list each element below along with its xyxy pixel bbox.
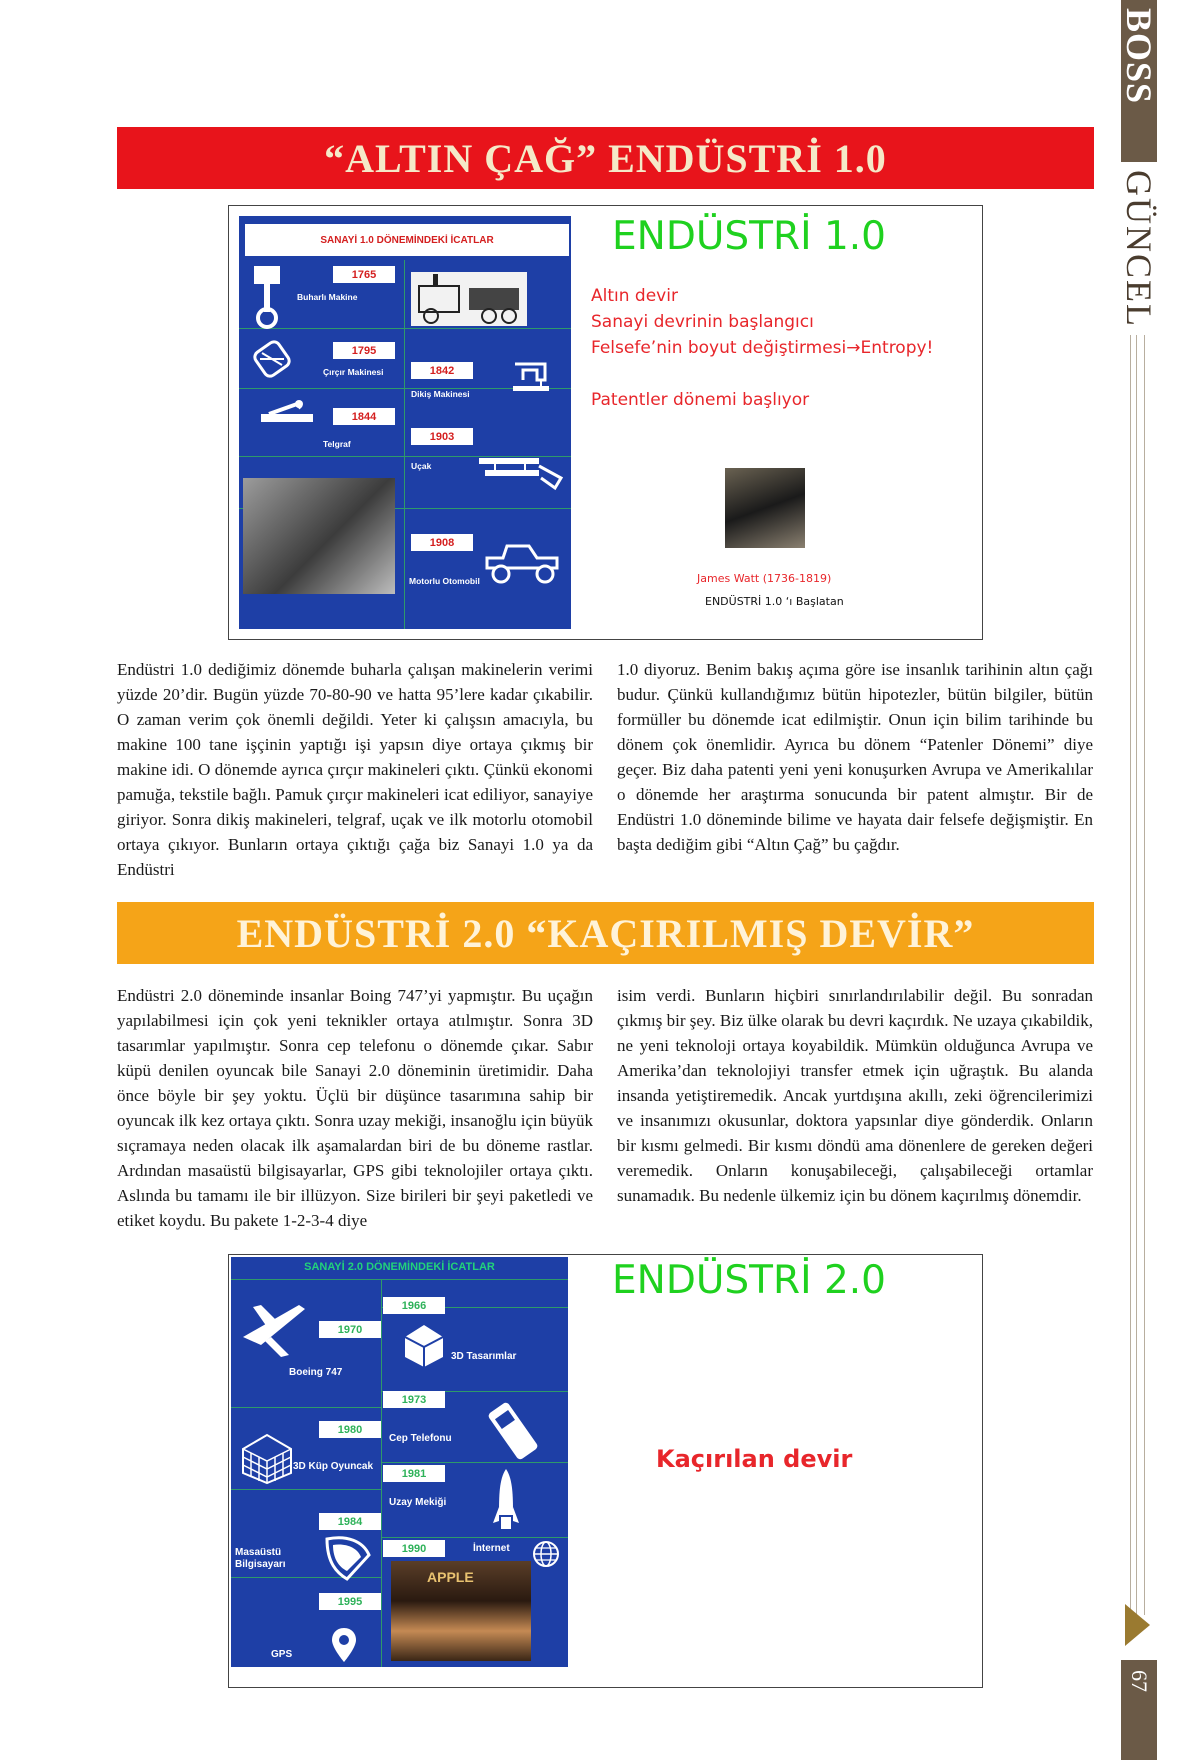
- year-badge: 1984: [319, 1513, 381, 1530]
- slide-subtitle: Kaçırılan devir: [656, 1445, 853, 1473]
- sewing-machine-icon: [509, 356, 553, 396]
- slide-point: Patentler dönemi başlıyor: [591, 390, 810, 410]
- year-badge: 1981: [383, 1465, 445, 1482]
- slide-point: Felsefe’nin boyut değiştirmesi→Entropy!: [591, 338, 934, 358]
- slide-industry-1: [228, 205, 983, 640]
- year-badge: 1995: [319, 1593, 381, 1610]
- gps-pin-icon: [329, 1625, 359, 1665]
- body-text-column: Endüstri 2.0 döneminde insanlar Boing 747’yi yapmıştır. Bu uçağın yapılabilmesi için çok yeni teknikler ortaya atılmıştır. Sonra 3D tasarımlar yapılmıştır. Sonra cep telefonu o dönemde çıkar. Sabır küpü denilen oyuncak bile Sanayi 2.0 döneminin üretimidir. Daha önce böyle bir şey yoktu. Üçlü bir düşünce tasarımına sahip bir oyuncak ilk kez ortaya çıktı. Sonra uzay mekiği, insanoğlu için büyük sıçramaya neden olacak ilk aşamalardan biri de bu döneme rastlar. Ardından masaüstü bilgisayarlar, GPS gibi teknolojiler ortaya çıktı. Aslında bu tamamı ile bir illüzyon. Size birileri bir şeyi paketledi ve etiket koydu. Bu pakete 1-2-3-4 diye: [117, 986, 593, 1230]
- invention-label: Buharlı Makine: [297, 292, 358, 302]
- invention-label: Telgraf: [323, 439, 351, 449]
- sidebar-rules: [1126, 335, 1154, 1615]
- year-badge: 1765: [333, 266, 395, 283]
- year-badge: 1844: [333, 408, 395, 425]
- mobile-phone-icon: [483, 1397, 547, 1463]
- invention-label: İnternet: [473, 1543, 510, 1554]
- invention-label: 3D Tasarımlar: [451, 1351, 517, 1362]
- inventions-panel: [231, 1257, 568, 1667]
- slide-title: ENDÜSTRİ 2.0: [612, 1258, 886, 1303]
- 3d-design-icon: [399, 1321, 449, 1371]
- invention-label: Masaüstü Bilgisayarı: [235, 1547, 286, 1570]
- inventions-panel: [239, 216, 571, 629]
- invention-label: Motorlu Otomobil: [409, 576, 480, 586]
- panel-title: SANAYİ 2.0 DÖNEMİNDEKİ İCATLAR: [304, 1261, 495, 1273]
- airplane-icon: [475, 442, 567, 494]
- portrait-photo: [725, 468, 805, 548]
- year-badge: 1970: [319, 1321, 381, 1338]
- globe-icon: [531, 1539, 561, 1569]
- page-number: 67: [1127, 1670, 1152, 1692]
- year-badge: 1842: [411, 362, 473, 379]
- invention-label: Boeing 747: [289, 1367, 343, 1378]
- year-badge: 1908: [411, 534, 473, 551]
- automobile-icon: [481, 534, 565, 588]
- slide-industry-2: [228, 1254, 983, 1688]
- section-heading-industry-2: ENDÜSTRİ 2.0 “KAÇIRILMIŞ DEVİR”: [117, 902, 1094, 964]
- invention-label: Uçak: [411, 461, 432, 471]
- body-text-column: 1.0 diyoruz. Benim bakış açıma göre ise insanlık tarihinin altın çağı budur. Çünkü kullandığımız bütün hipotezler, bütün bilgiler, bütün formüller bu dönemde icat edilmiştir. Onun için bilim tarihinde bu dönem çok önemlidir. Ayrıca bu dönem “Patenler Dönemi” diye geçer. Biz daha patenti yeni yeni konuşurken Avrupa ve Amerikalılar o dönemde her araştırma sonucunda bir patent almıştır. Bir de Endüstri 1.0 döneminde bilime ve hayata dair felsefe değişmiştir. En başta dediğim gibi “Altın Çağ” bu çağdır.: [617, 660, 1093, 854]
- space-shuttle-icon: [491, 1467, 521, 1535]
- year-badge: 1990: [383, 1540, 445, 1557]
- portrait-subcaption: ENDÜSTRİ 1.0 ‘ı Başlatan: [705, 595, 844, 608]
- slide-point: Altın devir: [591, 286, 678, 306]
- invention-label: Cep Telefonu: [389, 1433, 452, 1444]
- year-badge: 1966: [383, 1297, 445, 1314]
- invention-label: Uzay Mekiği: [389, 1497, 447, 1508]
- year-badge: 1795: [333, 342, 395, 359]
- year-badge: 1973: [383, 1391, 445, 1408]
- slide-point: Sanayi devrinin başlangıcı: [591, 312, 814, 332]
- apple-computer-photo: [391, 1561, 531, 1661]
- rubik-cube-icon: [237, 1429, 295, 1487]
- portrait-caption: James Watt (1736-1819): [697, 572, 832, 585]
- telegraph-icon: [257, 396, 317, 426]
- invention-label: Dikiş Makinesi: [411, 389, 470, 399]
- sidebar-section-title: GÜNCEL: [1119, 170, 1159, 328]
- sidebar-brand: BOSS: [1119, 8, 1159, 105]
- apple-label: APPLE: [427, 1569, 474, 1585]
- body-text-column: isim verdi. Bunların hiçbiri sınırlandırılabilir değil. Bu sonradan çıkmış bir şey. Biz ülke olarak bu devri kaçırdık. Ne uzaya çıkabildik, ne yeni teknoloji ortaya koyabildik. Mümkün olduğunca Avrupa ve Amerika’dan teknolojiyi transfer etmek için uğraştık. Bu alanda insanda yetiştiremedik. Ancak yurtdışına akıllı, zeki öğrencilerimizi ve insanımızı okusunlar, doktora yapsınlar diye gönderdik. Onların bir kısmı gelmedi. Bir kısmı döndü ama dönenlere de gereken değeri veremedik. Onların konuşabileceği, çalışabileceği ortamlar sunamadık. Bu nedenle ülkemiz için bu dönem kaçırılmış dönemdir.: [617, 986, 1093, 1205]
- sidebar-arrow-icon: [1125, 1604, 1150, 1646]
- invention-label: Çırçır Makinesi: [323, 367, 384, 377]
- panel-title: SANAYİ 1.0 DÖNEMİNDEKİ İCATLAR: [245, 224, 569, 256]
- invention-label: 3D Küp Oyuncak: [293, 1461, 374, 1472]
- slide-title: ENDÜSTRİ 1.0: [612, 214, 886, 259]
- jet-icon: [239, 1297, 309, 1361]
- year-badge: 1903: [411, 428, 473, 445]
- cotton-gin-icon: [249, 336, 295, 382]
- section-heading-industry-1: “ALTIN ÇAĞ” ENDÜSTRİ 1.0: [117, 127, 1094, 189]
- year-badge: 1980: [319, 1421, 381, 1438]
- desktop-computer-icon: [317, 1533, 377, 1587]
- steam-engine-icon: [409, 268, 527, 326]
- vintage-car-photo: [243, 478, 395, 594]
- piston-icon: [247, 262, 287, 332]
- invention-label: GPS: [271, 1649, 293, 1660]
- body-text-column: Endüstri 1.0 dediğimiz dönemde buharla çalışan makinelerin verimi yüzde 20’dir. Bugün yüzde 70-80-90 ve hatta 95’lere kadar çıkabilir. O zaman verim çok önemli değildi. Yeter ki çalışsın amacıyla, bu makine 100 tane işçinin yaptığı işi yapsın diye ortaya çıkmış bir makine idi. O dönemde ayrıca çırçır makineleri çıktı. Çünkü ekonomi pamuğa, tekstile bağlı. Pamuk çırçır makineleri icat ediliyor, sanayiye giriyor. Sonra dikiş makineleri, telgraf, uçak ve ilk motorlu otomobil ortaya çıkıyor. Bunların ortaya çıktığı çağa biz Sanayi 1.0 ya da Endüstri: [117, 660, 593, 879]
